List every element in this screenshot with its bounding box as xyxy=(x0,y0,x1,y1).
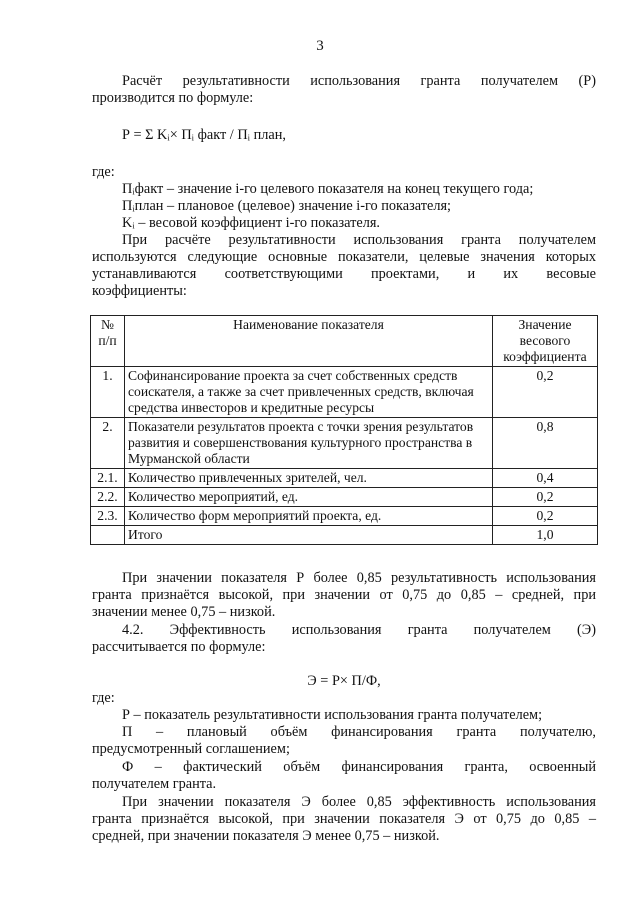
e-levels-line-3: средней, при значении показателя Э менее 0,75 – низкой. xyxy=(92,828,440,844)
efficiency-line-2: рассчитывается по формуле: xyxy=(92,639,266,655)
table-row xyxy=(91,488,598,507)
indicators-line-3: устанавливаются соответствующими проектами, и их весовые xyxy=(92,266,596,282)
e-levels-line-1: При значении показателя Э более 0,85 эффективность использования xyxy=(122,794,596,810)
row-name: Количество форм мероприятий проекта, ед. xyxy=(125,507,493,526)
intro-line-1: Расчёт результативности использования гранта получателем (Р) xyxy=(122,73,596,89)
e-levels-line-2: гранта признаётся высокой, при значении показателя Э от 0,75 до 0,85 – xyxy=(92,811,596,827)
p-levels-line-1: При значении показателя Р более 0,85 результативность использования xyxy=(122,570,596,586)
def-r: Р – показатель результативности использования гранта получателем; xyxy=(122,707,543,723)
row-num: 2. xyxy=(91,418,125,469)
row-num: 1. xyxy=(91,367,125,418)
row-name: Показатели результатов проекта с точки зрения результатов развития и совершенствования культурного пространства в Мурманской области xyxy=(125,418,493,469)
table-row xyxy=(91,418,598,469)
def-p-plan: Пᵢплан – плановое (целевое) значение i-го показателя; xyxy=(122,198,452,214)
table-row xyxy=(91,507,598,526)
row-name: Софинансирование проекта за счет собственных средств соискателя, а также за счет привлеченных средств, включая средства инвесторов и кредитные ресурсы xyxy=(125,367,493,418)
table-row xyxy=(91,469,598,488)
indicators-line-2: используются следующие основные показатели, целевые значения которых xyxy=(92,249,596,265)
table-header-row xyxy=(91,316,598,367)
row-num xyxy=(91,526,125,545)
row-value: 0,2 xyxy=(493,488,598,507)
row-name: Итого xyxy=(125,526,493,545)
row-num: 2.2. xyxy=(91,488,125,507)
row-value: 0,4 xyxy=(493,469,598,488)
def-k: Kᵢ – весовой коэффициент i-го показателя. xyxy=(122,215,380,231)
weights-table xyxy=(90,315,598,545)
row-value: 0,2 xyxy=(493,367,598,418)
def-pi-line-1: П – плановый объём финансирования гранта получателю, xyxy=(122,724,596,740)
def-pi-line-2: предусмотренный соглашением; xyxy=(92,741,290,757)
header-num: № п/п xyxy=(91,316,125,367)
row-value: 0,8 xyxy=(493,418,598,469)
row-num: 2.3. xyxy=(91,507,125,526)
def-f-line-1: Ф – фактический объём финансирования гранта, освоенный xyxy=(122,759,596,775)
header-weight: Значение весового коэффициента xyxy=(493,316,598,367)
p-levels-line-3: значении менее 0,75 – низкой. xyxy=(92,604,276,620)
p-levels-line-2: гранта признаётся высокой, при значении от 0,75 до 0,85 – средней, при xyxy=(92,587,596,603)
table-row xyxy=(91,367,598,418)
row-name: Количество мероприятий, ед. xyxy=(125,488,493,507)
indicators-line-1: При расчёте результативности использования гранта получателем xyxy=(122,232,596,248)
row-num: 2.1. xyxy=(91,469,125,488)
intro-line-2: производится по формуле: xyxy=(92,90,254,106)
efficiency-line-1: 4.2. Эффективность использования гранта получателем (Э) xyxy=(122,622,596,638)
row-value: 0,2 xyxy=(493,507,598,526)
row-name: Количество привлеченных зрителей, чел. xyxy=(125,469,493,488)
def-f-line-2: получателем гранта. xyxy=(92,776,217,792)
def-p-fact: Пᵢфакт – значение i-го целевого показателя на конец текущего года; xyxy=(122,181,534,197)
indicators-line-4: коэффициенты: xyxy=(92,283,187,299)
header-name: Наименование показателя xyxy=(125,316,493,367)
page-number: 3 xyxy=(316,38,324,54)
formula-p: Р = Σ Kᵢ× Пᵢ факт / Пᵢ план, xyxy=(122,127,286,143)
where-label-1: где: xyxy=(92,164,115,180)
where-label-2: где: xyxy=(92,690,115,706)
formula-e: Э = Р× П/Ф, xyxy=(307,673,381,689)
row-value: 1,0 xyxy=(493,526,598,545)
table-total-row xyxy=(91,526,598,545)
